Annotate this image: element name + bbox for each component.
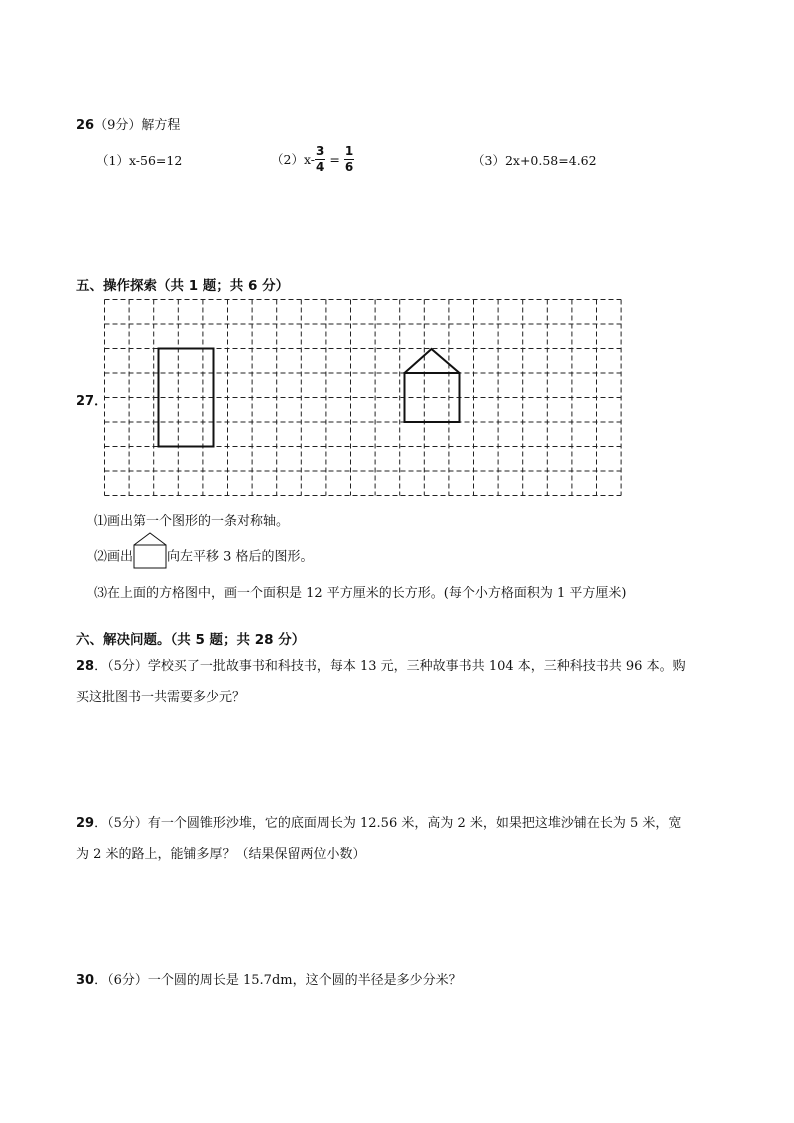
q26-title: 解方程 <box>141 118 181 133</box>
fraction-denominator: 6 <box>344 159 354 174</box>
fraction-denominator: 4 <box>316 159 325 174</box>
q26-score: （9分） <box>94 118 142 133</box>
q30-text-1: 一个圆的周长是 15.7dm，这个圆的半径是多少分米？ <box>147 973 462 988</box>
fraction-numerator: 1 <box>344 143 354 158</box>
q26-equation-1: （1）x-56=12 <box>96 153 183 168</box>
q27-sub-2 <box>94 545 314 569</box>
q28-line-2: 买这批图书一共需要多少元？ <box>76 690 246 705</box>
q27-grid-figure <box>100 295 630 501</box>
section-5-heading: 五、操作探索（共 1 题；共 6 分） <box>76 278 290 294</box>
q26-header <box>76 114 180 133</box>
q26-eq2-fraction-2 <box>344 144 354 175</box>
fraction-numerator: 3 <box>316 143 325 158</box>
q30-line-1 <box>76 969 462 988</box>
q26-number: 26 <box>76 118 95 133</box>
q27-sub-1: ⑴画出第一个图形的一条对称轴。 <box>94 514 290 529</box>
q26-equation-3: （3）2x+0.58=4.62 <box>472 153 597 168</box>
house-roof <box>405 349 460 373</box>
q27-sub-2-before: ⑵画出 <box>94 549 134 565</box>
q26-eq2-prefix: （2）x- <box>271 152 316 167</box>
q30-score: ．（6分） <box>94 973 148 988</box>
q28-score: ．（5分） <box>94 659 148 674</box>
q29-number: 29 <box>76 816 95 831</box>
q29-line-2: 为 2 米的路上，能铺多厚？（结果保留两位小数） <box>76 847 366 862</box>
q28-line-1 <box>76 655 686 674</box>
q27-number: 27． <box>76 394 108 409</box>
house-icon <box>133 545 167 569</box>
dashed-grid <box>105 300 622 496</box>
q26-equation-2 <box>271 141 354 177</box>
q29-line-1 <box>76 812 681 831</box>
q27-sub-3: ⑶在上面的方格图中，画一个面积是 12 平方厘米的长方形。(每个小方格面积为 1 平方厘米) <box>94 586 627 601</box>
q27-sub-2-after: 向左平移 3 格后的图形。 <box>167 549 314 565</box>
q30-number: 30 <box>76 973 95 988</box>
q28-number: 28 <box>76 659 95 674</box>
section-6-heading: 六、解决问题。（共 5 题；共 28 分） <box>76 632 306 648</box>
q29-score: ．（5分） <box>94 816 148 831</box>
q29-text-1: 有一个圆锥形沙堆，它的底面周长为 12.56 米，高为 2 米，如果把这堆沙铺在长为 5 米，宽 <box>147 816 682 831</box>
q26-eq2-equals: = <box>329 151 340 167</box>
house-shape <box>405 349 460 422</box>
q26-eq2-fraction-1 <box>315 144 325 175</box>
q28-text-1: 学校买了一批故事书和科技书，每本 13 元，三种故事书共 104 本，三种科技书共 96 本。购 <box>147 659 686 674</box>
